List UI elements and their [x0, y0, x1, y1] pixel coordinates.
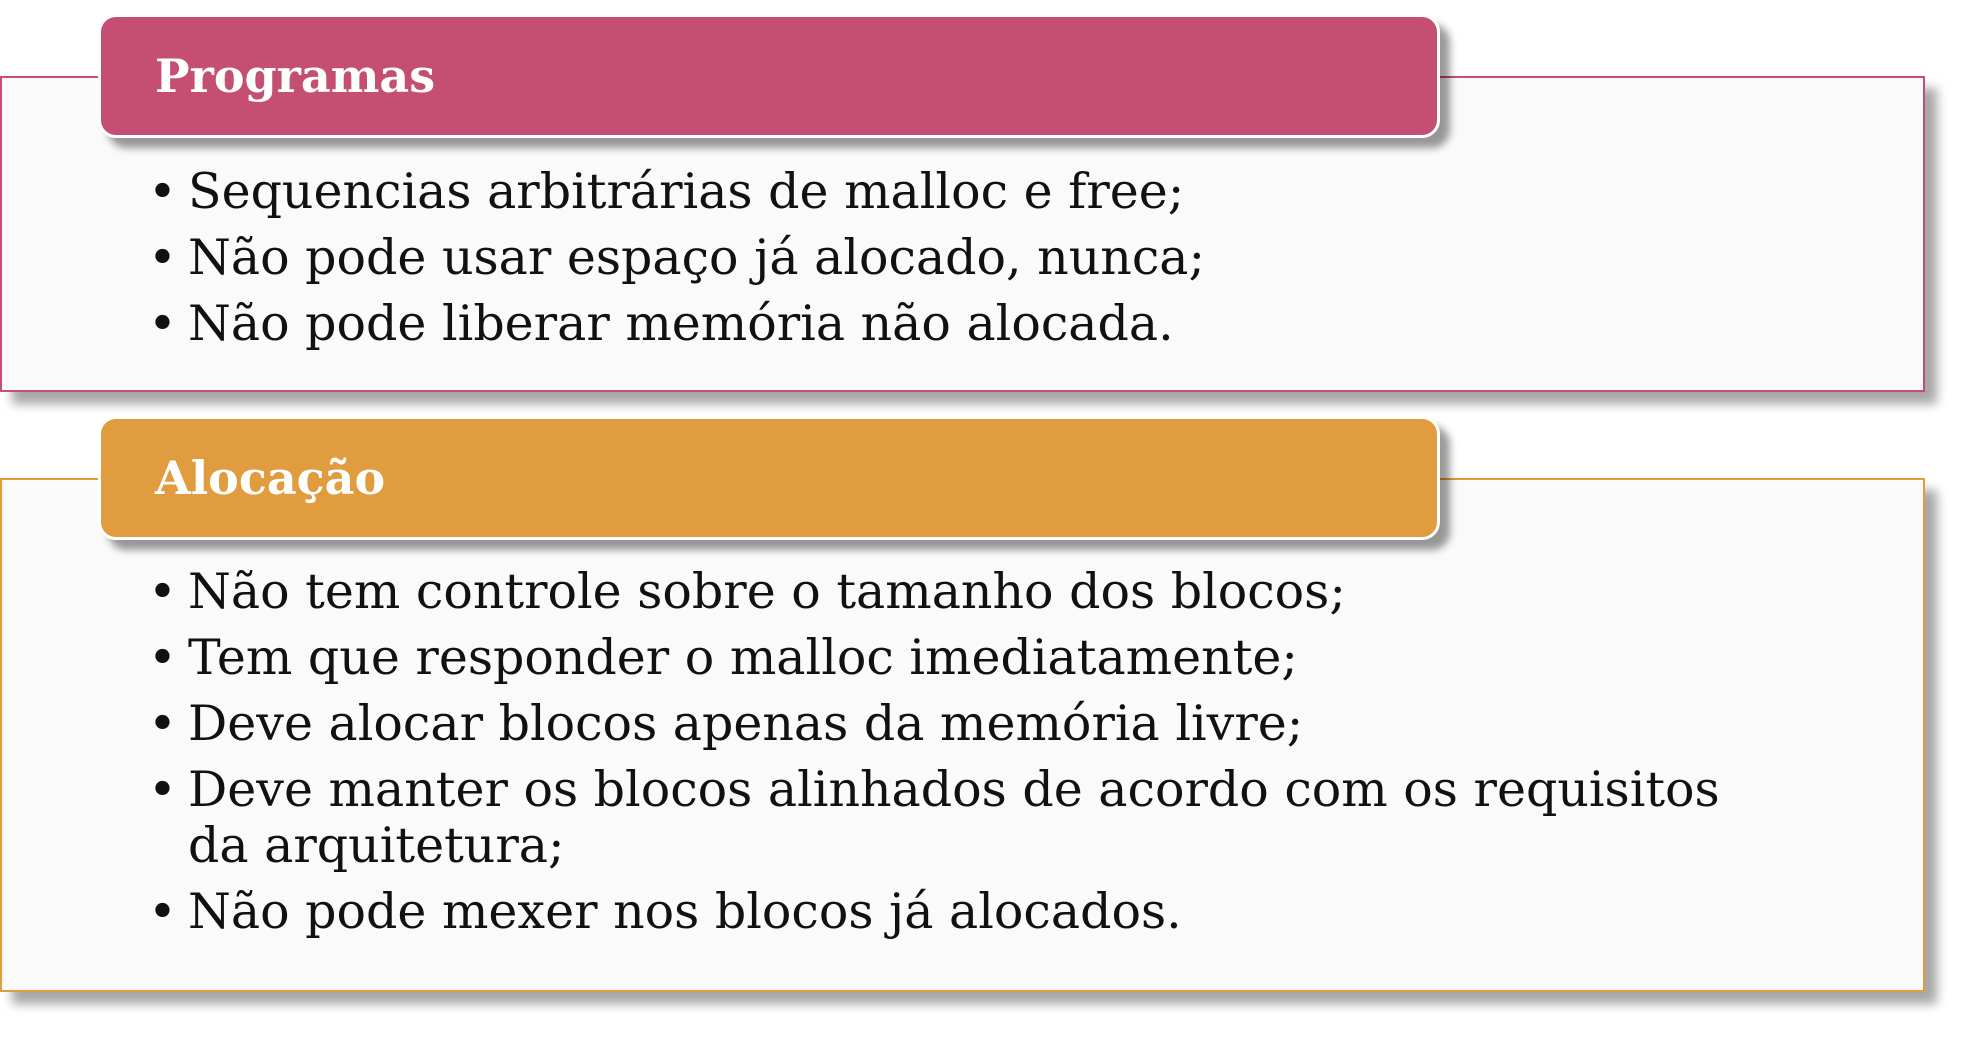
list-item — [148, 630, 1788, 686]
alocacao-header: Alocação — [98, 416, 1440, 540]
bullet-icon: • — [148, 629, 177, 686]
list-item — [148, 696, 1788, 752]
list-item-text: Deve manter os blocos alinhados de acordo com os requisitos da arquitetura; — [188, 761, 1720, 874]
list-item-text: Deve alocar blocos apenas da memória livre; — [188, 695, 1304, 752]
list-item-text: Não pode liberar memória não alocada. — [188, 295, 1174, 352]
bullet-icon: • — [148, 229, 177, 286]
list-item-text: Sequencias arbitrárias de malloc e free; — [188, 163, 1185, 220]
bullet-icon: • — [148, 163, 177, 220]
list-item — [148, 164, 1205, 220]
programas-header: Programas — [98, 14, 1440, 138]
list-item-text: Tem que responder o malloc imediatamente; — [188, 629, 1298, 686]
list-item — [148, 564, 1788, 620]
bullet-icon: • — [148, 761, 177, 818]
list-item-text: Não pode usar espaço já alocado, nunca; — [188, 229, 1206, 286]
programas-bullet-list — [148, 164, 1205, 362]
alocacao-bullet-list — [148, 564, 1788, 950]
list-item — [148, 296, 1205, 352]
list-item — [148, 884, 1788, 940]
list-item-text: Não tem controle sobre o tamanho dos blocos; — [188, 563, 1346, 620]
list-item-text: Não pode mexer nos blocos já alocados. — [188, 883, 1182, 940]
bullet-icon: • — [148, 883, 177, 940]
bullet-icon: • — [148, 563, 177, 620]
list-item — [148, 762, 1788, 874]
bullet-icon: • — [148, 295, 177, 352]
bullet-icon: • — [148, 695, 177, 752]
list-item — [148, 230, 1205, 286]
